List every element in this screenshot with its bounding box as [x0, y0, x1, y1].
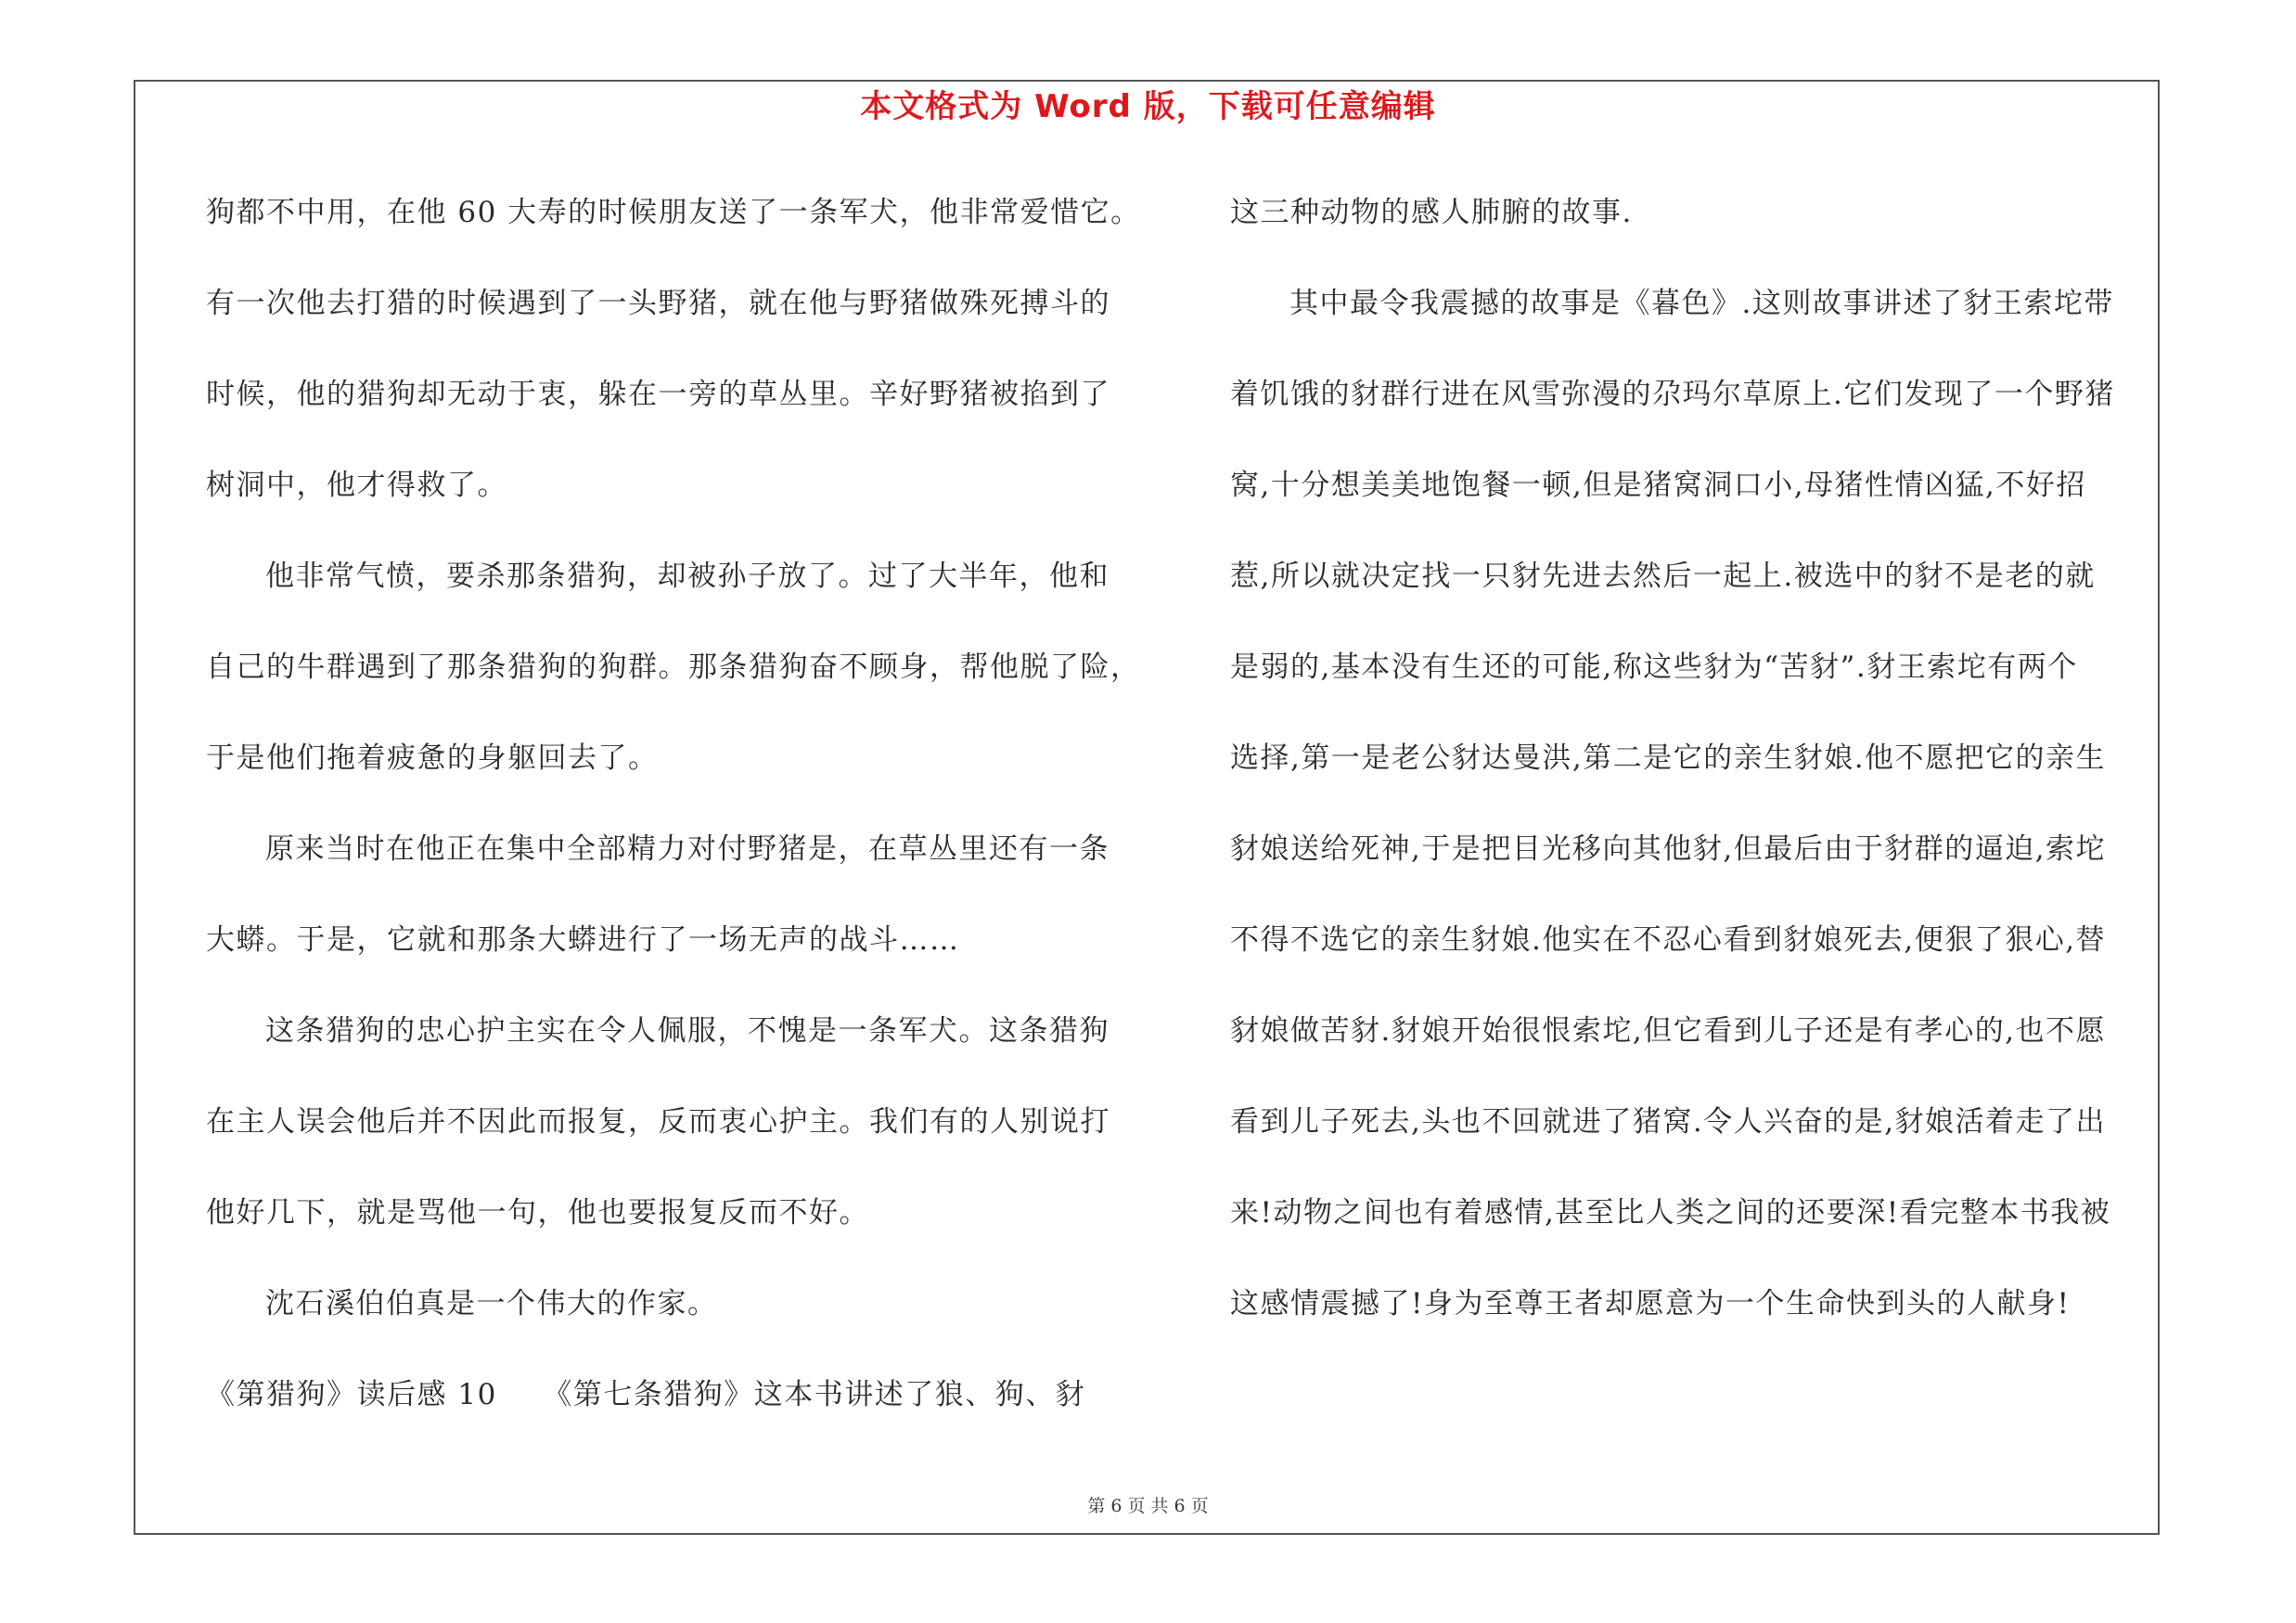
text-line: 这条猎狗的忠心护主实在令人佩服，不愧是一条军犬。这条猎狗 — [265, 1014, 1110, 1048]
text-line: 原来当时在他正在集中全部精力对付野猪是，在草丛里还有一条 — [265, 832, 1110, 866]
text-line: 不得不选它的亲生豺娘.他实在不忍心看到豺娘死去,便狠了狠心,替 — [1230, 923, 2107, 957]
text-line: 大蟒。于是，它就和那条大蟒进行了一场无声的战斗…… — [206, 923, 960, 957]
text-line: 豺娘做苦豺.豺娘开始很恨索坨,但它看到儿子还是有孝心的,也不愿 — [1230, 1014, 2107, 1048]
page-number: 第 6 页 共 6 页 — [1087, 1496, 1209, 1516]
text-line: 在主人误会他后并不因此而报复，反而衷心护主。我们有的人别说打 — [206, 1105, 1110, 1139]
text-line: 是弱的,基本没有生还的可能,称这些豺为“苦豺”.豺王索坨有两个 — [1230, 650, 2078, 684]
text-line: 树洞中，他才得救了。 — [206, 469, 507, 502]
text-line: 沈石溪伯伯真是一个伟大的作家。 — [265, 1287, 718, 1320]
text-line: 狗都不中用，在他 60 大寿的时候朋友送了一条军犬，他非常爱惜它。 — [206, 196, 1141, 229]
text-line: 这三种动物的感人肺腑的故事. — [1230, 196, 1633, 229]
text-line: 来!动物之间也有着感情,甚至比人类之间的还要深!看完整本书我被 — [1230, 1196, 2111, 1230]
text-line: 他好几下，就是骂他一句，他也要报复反而不好。 — [206, 1196, 869, 1230]
text-line: 自己的牛群遇到了那条猎狗的狗群。那条猎狗奋不顾身，帮他脱了险， — [206, 650, 1141, 684]
text-line: 其中最令我震撼的故事是《暮色》.这则故事讲述了豺王索坨带 — [1289, 287, 2114, 320]
text-line: 时候，他的猎狗却无动于衷，躲在一旁的草丛里。辛好野猪被掐到了 — [206, 378, 1110, 411]
right-column — [1230, 182, 2148, 1364]
text-line: 选择,第一是老公豺达曼洪,第二是它的亲生豺娘.他不愿把它的亲生 — [1230, 741, 2107, 775]
text-line: 看到儿子死去,头也不回就进了猪窝.令人兴奋的是,豺娘活着走了出 — [1230, 1105, 2107, 1139]
text-line: 于是他们拖着疲惫的身躯回去了。 — [206, 741, 659, 775]
text-line: 着饥饿的豺群行进在风雪弥漫的尕玛尔草原上.它们发现了一个野猪 — [1230, 378, 2115, 411]
text-line: 《第猎狗》读后感 10 《第七条猎狗》这本书讲述了狼、狗、豺 — [206, 1378, 1086, 1411]
text-line: 惹,所以就决定找一只豺先进去然后一起上.被选中的豺不是老的就 — [1230, 560, 2096, 593]
text-line: 他非常气愤，要杀那条猎狗，却被孙子放了。过了大半年，他和 — [265, 560, 1110, 593]
text-line: 窝,十分想美美地饱餐一顿,但是猪窝洞口小,母猪性情凶猛,不好招 — [1230, 469, 2086, 502]
page-banner: 本文格式为 Word 版，下载可任意编辑 — [860, 88, 1436, 125]
text-line: 这感情震撼了!身为至尊王者却愿意为一个生命快到头的人献身! — [1230, 1287, 2071, 1320]
text-line: 有一次他去打猎的时候遇到了一头野猪，就在他与野猪做殊死搏斗的 — [206, 287, 1110, 320]
left-column — [206, 182, 1143, 1455]
text-line: 豺娘送给死神,于是把目光移向其他豺,但最后由于豺群的逼迫,索坨 — [1230, 832, 2107, 866]
